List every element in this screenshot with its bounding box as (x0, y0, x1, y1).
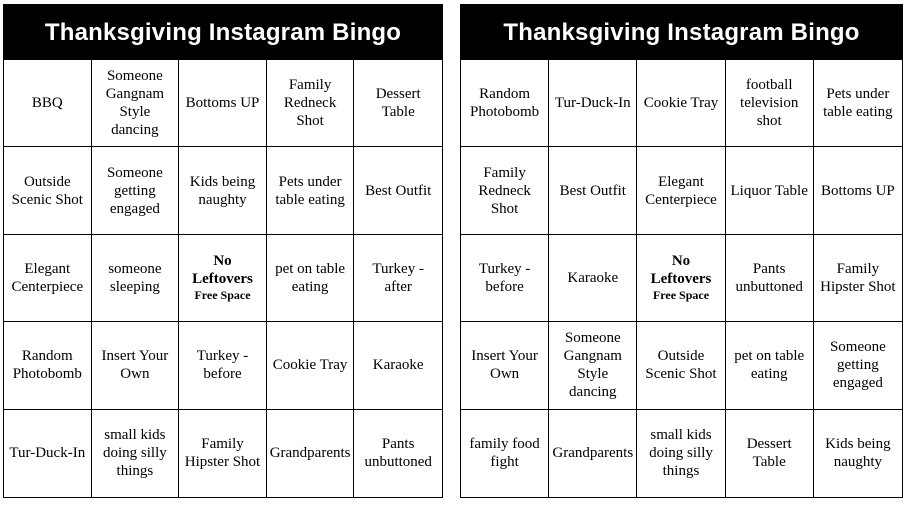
bingo-cell: Family Redneck Shot (267, 60, 355, 147)
bingo-cell: Best Outfit (354, 147, 442, 234)
bingo-cell: Elegant Centerpiece (4, 235, 92, 322)
bingo-cell: Outside Scenic Shot (4, 147, 92, 234)
free-space-title: No Leftovers (650, 253, 712, 288)
bingo-grid (4, 60, 442, 497)
bingo-card-left (3, 4, 443, 498)
bingo-cell: Bottoms UP (814, 147, 902, 234)
card-title: Thanksgiving Instagram Bingo (461, 5, 902, 60)
bingo-cell: Elegant Centerpiece (637, 147, 725, 234)
free-space-label: Free Space (652, 288, 710, 303)
bingo-cell: Pets under table eating (267, 147, 355, 234)
bingo-cell: Turkey - before (179, 322, 267, 409)
bingo-cell: Cookie Tray (637, 60, 725, 147)
bingo-cell: Pants unbuttoned (364, 436, 432, 471)
bingo-cell: Liquor Table (726, 147, 814, 234)
bingo-cell: Someone Gangnam Style dancing (549, 322, 637, 409)
bingo-cell: Someone getting engaged (92, 147, 180, 234)
bingo-cell: Grandparents (267, 410, 355, 497)
bingo-cell: Random Photobomb (4, 322, 92, 409)
bingo-cell: Tur-Duck-In (549, 60, 637, 147)
bingo-cell: Pants unbuttoned (726, 235, 814, 322)
bingo-cell: Random Photobomb (461, 60, 549, 147)
bingo-cell: family food fight (461, 410, 549, 497)
bingo-cell: pet on table eating (726, 322, 814, 409)
bingo-cell: small kids doing silly things (92, 410, 180, 497)
bingo-cell: Pets under table eating (814, 60, 902, 147)
bingo-cell: Family Hipster Shot (179, 410, 267, 497)
bingo-cell: Insert Your Own (92, 322, 180, 409)
free-space-cell (179, 235, 267, 322)
bingo-cell: someone sleeping (92, 235, 180, 322)
free-space-label: Free Space (194, 288, 251, 303)
bingo-cell: Kids being naughty (179, 147, 267, 234)
bingo-cell: Someone getting engaged (814, 322, 902, 409)
bingo-cell: Cookie Tray (267, 322, 355, 409)
bingo-cell: Best Outfit (549, 147, 637, 234)
bingo-cell: Someone Gangnam Style dancing (92, 60, 180, 147)
bingo-cell: Outside Scenic Shot (637, 322, 725, 409)
bingo-cell: Karaoke (354, 322, 442, 409)
bingo-cell: Family Hipster Shot (814, 235, 902, 322)
bingo-cell: Family Redneck Shot (461, 147, 549, 234)
bingo-cell: Turkey - after (354, 235, 442, 322)
bingo-cell: Turkey - before (461, 235, 549, 322)
bingo-cell: Dessert Table (354, 60, 442, 147)
bingo-cell: pet on table eating (267, 235, 355, 322)
bingo-cell: Bottoms UP (179, 60, 267, 147)
bingo-cell: small kids doing silly things (637, 410, 725, 497)
bingo-cell: Karaoke (549, 235, 637, 322)
card-title: Thanksgiving Instagram Bingo (4, 5, 442, 60)
bingo-card-right (460, 4, 903, 498)
bingo-cell: Tur-Duck-In (4, 410, 92, 497)
bingo-cell: football television shot (726, 60, 814, 147)
bingo-cell: BBQ (4, 60, 92, 147)
free-space-title: No Leftovers (192, 253, 253, 288)
bingo-cell: Dessert Table (726, 410, 814, 497)
bingo-cell: Grandparents (549, 410, 637, 497)
free-space-cell (637, 235, 725, 322)
bingo-cell: Kids being naughty (825, 436, 891, 471)
bingo-cell: Insert Your Own (461, 322, 549, 409)
bingo-grid (461, 60, 902, 497)
